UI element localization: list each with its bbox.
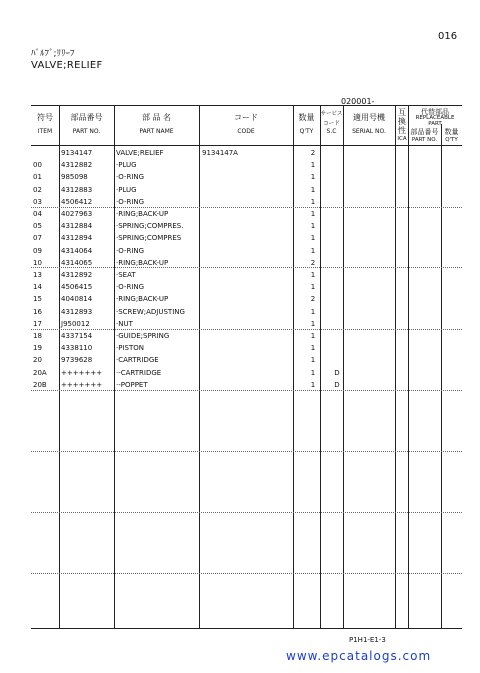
row-qty: 1	[310, 344, 316, 353]
row-part-name: ·-POPPET	[116, 380, 148, 389]
header-sc-jp1: サービス	[320, 111, 343, 117]
row-part-no: 4312882	[61, 161, 93, 170]
table-row	[31, 185, 462, 197]
row-part-name: ·CARTRIDGE	[116, 356, 159, 365]
table-row	[31, 307, 462, 319]
table-row	[31, 355, 462, 367]
row-part-name: ·SEAT	[116, 271, 136, 279]
row-part-name: ·SPRING;COMPRES.	[116, 222, 184, 231]
header-name-jp: 部 品 名	[141, 113, 172, 122]
row-item: 13	[33, 271, 42, 279]
row-part-no: 4027963	[61, 210, 93, 218]
table-row	[31, 172, 462, 184]
group-separator	[31, 573, 462, 574]
header-bottom-border	[31, 145, 462, 146]
table-row	[31, 368, 462, 380]
row-part-name: ·NUT	[116, 319, 133, 328]
row-item: 17	[33, 319, 42, 328]
row-code: 9134147A	[202, 149, 238, 157]
header-code-en: CODE	[237, 128, 255, 135]
row-part-no: 4312893	[61, 307, 93, 316]
row-part-no: +++++++	[61, 380, 103, 389]
row-part-no: 9134147	[61, 149, 93, 157]
row-part-no: 4314064	[61, 246, 93, 255]
row-qty: 1	[310, 161, 316, 170]
row-item: 04	[33, 210, 42, 218]
row-part-no: 4312883	[61, 185, 93, 194]
row-qty: 1	[310, 319, 316, 328]
table-row	[31, 246, 462, 258]
header-qty-en: Q'TY	[299, 128, 314, 135]
table-row	[31, 160, 462, 172]
table-row	[31, 343, 462, 355]
row-qty: 1	[310, 380, 316, 389]
row-part-no: 4314065	[61, 258, 93, 267]
header-item-en: ITEM	[37, 128, 53, 135]
row-part-no: J950012	[61, 319, 90, 328]
footer-code: P1H1-E1-3	[349, 636, 386, 644]
row-qty: 1	[310, 210, 316, 218]
row-item: 03	[33, 197, 42, 206]
header-part-jp: 部品番号	[70, 113, 103, 122]
row-part-name: ·O-RING	[116, 283, 145, 292]
row-part-name: ·GUIDE;SPRING	[116, 332, 170, 340]
serial-range: 020001-	[341, 97, 375, 106]
header-name-en: PART NAME	[139, 128, 174, 135]
row-part-name: ·RING;BACK-UP	[116, 258, 169, 267]
header-replaceable-en1: REPLACEABLE	[415, 115, 455, 121]
row-part-no: 985098	[61, 173, 88, 182]
table-row	[31, 148, 462, 160]
row-part-name: ·PISTON	[116, 344, 144, 353]
row-item: 07	[33, 234, 42, 243]
row-qty: 1	[310, 222, 316, 231]
row-part-name: ·O-RING	[116, 173, 145, 182]
table-row	[31, 282, 462, 294]
row-qty: 1	[310, 271, 316, 279]
row-part-no: 4338110	[61, 344, 93, 353]
row-item: 05	[33, 222, 42, 231]
row-part-name: ·RING;BACK-UP	[116, 295, 169, 304]
header-rep-qty-en: Q'TY	[445, 137, 458, 143]
table-top-border	[31, 105, 462, 106]
row-part-no: 4506415	[61, 283, 93, 292]
row-item: 15	[33, 295, 42, 304]
row-part-name: ·SPRING;COMPRES	[116, 234, 182, 243]
row-qty: 1	[310, 283, 316, 292]
row-qty: 1	[310, 185, 316, 194]
row-part-no: 4337154	[61, 332, 93, 340]
table-row	[31, 319, 462, 331]
header-part-en: PART NO.	[72, 128, 101, 135]
row-service-code: D	[334, 368, 340, 377]
row-item: 00	[33, 161, 42, 170]
header-sc-jp2: コード	[323, 121, 340, 127]
row-item: 19	[33, 344, 42, 353]
row-part-no: 9739628	[61, 356, 93, 365]
row-qty: 1	[310, 246, 316, 255]
header-replaceable-jp: 代替部品	[421, 108, 449, 116]
header-interchange-jp: 互換性	[398, 108, 406, 135]
table-row	[31, 258, 462, 270]
table-row	[31, 197, 462, 209]
row-part-name: ·RING;BACK-UP	[116, 210, 169, 218]
row-item: 14	[33, 283, 42, 292]
group-separator	[31, 451, 462, 452]
row-qty: 1	[310, 234, 316, 243]
row-qty: 2	[310, 149, 316, 157]
row-part-no: 4312884	[61, 222, 93, 231]
row-qty: 1	[310, 368, 316, 377]
row-item: 02	[33, 185, 42, 194]
header-rep-part-en: PART NO.	[411, 137, 438, 143]
row-part-no: 4040814	[61, 295, 93, 304]
row-qty: 1	[310, 356, 316, 365]
table-row	[31, 380, 462, 392]
page-number: 016	[438, 31, 458, 42]
row-part-name: VALVE;RELIEF	[116, 149, 164, 157]
row-qty: 1	[310, 173, 316, 182]
table-bottom-border	[31, 628, 462, 629]
row-part-name: ·PLUG	[116, 185, 137, 194]
row-part-name: ·O-RING	[116, 246, 145, 255]
row-part-no: 4506412	[61, 197, 93, 206]
row-item: 16	[33, 307, 42, 316]
row-qty: 2	[310, 258, 316, 267]
table-row	[31, 209, 462, 221]
table-row	[31, 221, 462, 233]
watermark: www.epcatalogs.com	[286, 649, 432, 663]
table-row	[31, 294, 462, 306]
header-rep-part-jp: 部品番号	[410, 128, 439, 136]
row-item: 10	[33, 258, 42, 267]
header-serial-jp: 適用号機	[353, 113, 385, 122]
header-serial-en: SERIAL NO.	[352, 128, 386, 135]
header-code-jp: コード	[234, 113, 258, 122]
header-item-jp: 符号	[37, 113, 53, 122]
header-replaceable-en2: PART	[428, 121, 442, 127]
row-part-no: 4312894	[61, 234, 93, 243]
page-title: VALVE;RELIEF	[31, 60, 103, 71]
table-row	[31, 331, 462, 343]
row-item: 01	[33, 173, 42, 182]
row-item: 20	[33, 356, 42, 365]
table-row	[31, 270, 462, 282]
row-qty: 1	[310, 332, 316, 340]
header-interchange-en: ICA	[397, 136, 407, 142]
row-part-name: ·PLUG	[116, 161, 137, 170]
row-part-no: 4312892	[61, 271, 93, 279]
row-part-name: ·-CARTRIDGE	[116, 368, 162, 377]
row-item: 20B	[33, 380, 47, 389]
row-item: 09	[33, 246, 42, 255]
header-rep-qty-jp: 数量	[444, 128, 459, 136]
table-row	[31, 233, 462, 245]
title-japanese: ﾊﾞﾙﾌﾞ;ﾘﾘｰﾌ	[31, 49, 75, 59]
row-qty: 1	[310, 197, 316, 206]
row-part-name: ·O-RING	[116, 197, 145, 206]
row-item: 18	[33, 332, 42, 340]
header-qty-jp: 数量	[298, 113, 315, 122]
row-part-name: ·SCREW;ADJUSTING	[116, 307, 185, 316]
group-separator	[31, 512, 462, 513]
row-qty: 1	[310, 307, 316, 316]
row-qty: 2	[310, 295, 316, 304]
header-sc-en: S.C	[326, 128, 337, 135]
row-part-no: +++++++	[61, 368, 103, 377]
row-item: 20A	[33, 368, 47, 377]
row-service-code: D	[334, 380, 340, 389]
